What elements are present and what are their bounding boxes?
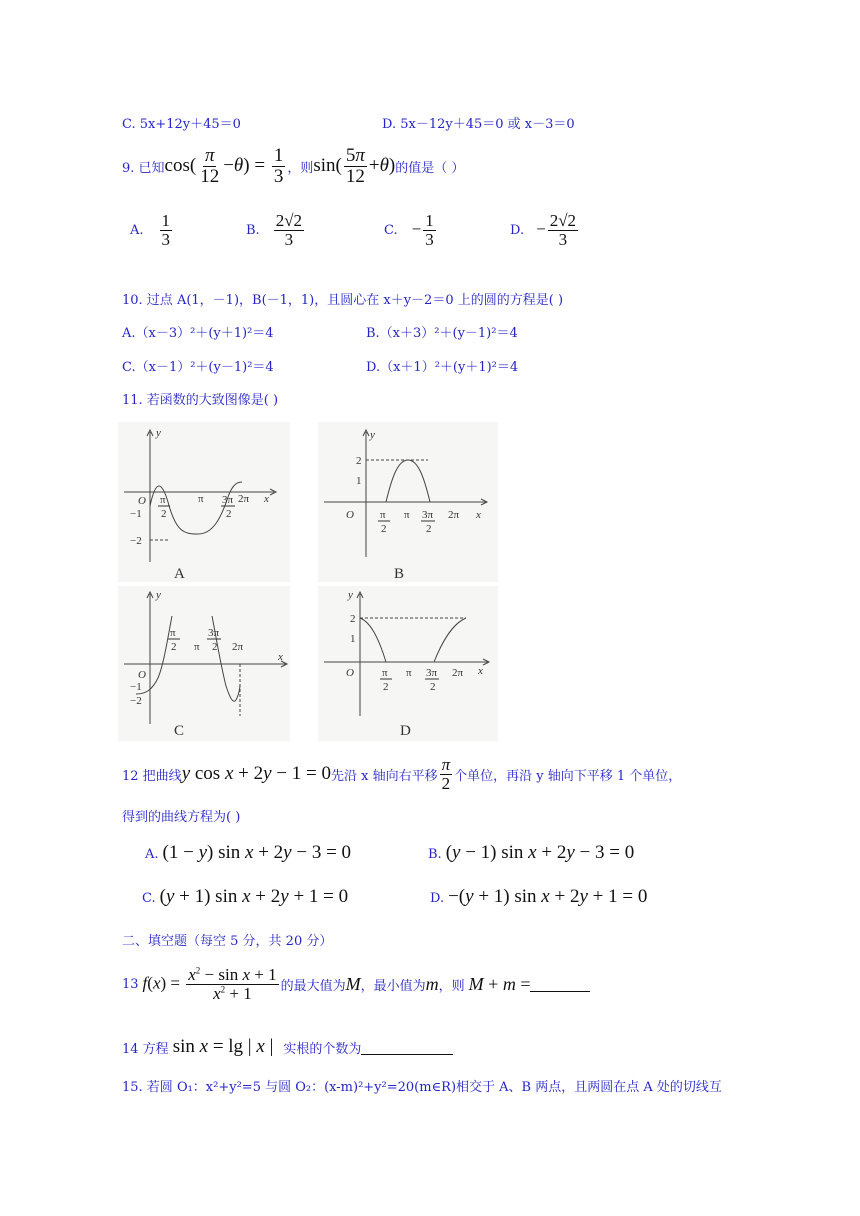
q13-answer-blank[interactable] — [530, 977, 590, 992]
svg-text:2π: 2π — [448, 509, 460, 521]
svg-text:2: 2 — [356, 455, 362, 467]
svg-text:3π: 3π — [208, 627, 220, 639]
q9-option-c-label: C. — [384, 222, 398, 238]
q12-text-1: 先沿 x 轴向右平移 — [330, 768, 438, 784]
svg-text:π: π — [198, 493, 204, 505]
q12-number: 12 把曲线 — [122, 768, 182, 784]
svg-text:2: 2 — [226, 508, 232, 520]
q12-option-d-label: D. — [430, 891, 445, 906]
q12-option-b-label: B. — [428, 847, 442, 862]
q14-number: 14 方程 — [122, 1041, 169, 1057]
svg-text:π: π — [194, 641, 200, 653]
q12-option-d: D. −(y + 1) sin x + 2y + 1 = 0 — [430, 886, 648, 907]
svg-text:2: 2 — [212, 641, 218, 653]
q13-number: 13 — [122, 976, 139, 992]
q12-option-a-label: A. — [145, 847, 159, 862]
q9-option-b-label: B. — [246, 222, 260, 238]
q9-tail: 的值是（ ） — [395, 160, 465, 176]
svg-text:π: π — [160, 494, 166, 506]
q8-option-d: D. 5x－12y＋45＝0 或 x－3＝0 — [382, 117, 575, 132]
q12-curve-equation: y cos x + 2y − 1 = 0 — [181, 763, 331, 785]
q11-graph-d — [318, 586, 498, 741]
q14-answer-blank[interactable] — [361, 1040, 453, 1055]
q11-graph-d-label: D — [400, 723, 411, 739]
svg-text:3π: 3π — [422, 509, 434, 521]
svg-text:π: π — [170, 627, 176, 639]
q11-graph-c-label: C — [174, 723, 185, 739]
svg-text:2: 2 — [383, 681, 389, 693]
q11-graph-a-label: A — [174, 566, 185, 582]
q12-option-c: C. (y + 1) sin x + 2y + 1 = 0 — [142, 886, 349, 907]
svg-text:2: 2 — [171, 641, 177, 653]
svg-text:π: π — [406, 667, 412, 679]
q13-text-1: 的最大值为 — [280, 978, 346, 994]
svg-text:−2: −2 — [130, 695, 142, 707]
q14-equation: sin x = lg | x | — [172, 1036, 274, 1057]
svg-text:x: x — [478, 665, 483, 677]
q9-option-a-label: A. — [130, 222, 144, 238]
svg-text:y: y — [370, 429, 375, 441]
q12-option-b: B. (y − 1) sin x + 2y − 3 = 0 — [428, 842, 635, 863]
question-12: 12 把曲线 y cos x + 2y − 1 = 0 先沿 x 轴向右平移 $\frac{\pi}{2}$ 个单位，再沿 y 轴向下平移 1 个单位， — [122, 755, 682, 793]
q11-graph-c — [118, 586, 290, 741]
q9-option-a: A. $\frac{1}{3}$ — [130, 211, 171, 249]
svg-text:π: π — [380, 509, 386, 521]
q10-stem: 10. 过点 A(1，－1)，B(－1，1)，且圆心在 x＋y－2＝0 上的圆的方程是( ) — [122, 293, 564, 308]
q9-option-d-label: D. — [510, 222, 525, 238]
svg-text:x: x — [278, 651, 283, 663]
svg-text:2π: 2π — [238, 493, 250, 505]
q10-option-b: B.（x＋3）²＋(y－1)²＝4 — [366, 326, 518, 341]
q9-option-c: C. − $\frac{1}{3}$ — [384, 211, 434, 249]
q9-connector: ，则 — [287, 160, 314, 176]
svg-text:O: O — [346, 667, 354, 679]
q11-stem: 11. 若函数的大致图像是( ) — [122, 393, 279, 408]
question-13: 13 f(x) = $\frac{x^2 - \sin x + 1}{x^2 + 1}$ 的最大值为 M ，最小值为 m ，则 M + m = — [122, 966, 590, 1003]
svg-text:2π: 2π — [232, 641, 244, 653]
q15-stem: 15. 若圆 O₁：x²+y²=5 与圆 O₂：(x-m)²+y²=20(m∈R)相交于 A、B 两点，且两圆在点 A 处的切线互 — [122, 1080, 722, 1095]
q12-text-2: 个单位，再沿 y 轴向下平移 1 个单位， — [454, 768, 682, 784]
section-2-title: 二、填空题（每空 5 分，共 20 分） — [122, 934, 333, 949]
svg-text:x: x — [476, 509, 481, 521]
q13-function: f(x) = $\frac{x^2 - \sin x + 1}{x^2 + 1}$ — [142, 965, 277, 1003]
q10-option-d: D.（x＋1）²＋(y＋1)²＝4 — [366, 360, 519, 375]
q10-option-c: C.（x－1）²＋(y－1)²＝4 — [122, 360, 274, 375]
svg-text:2: 2 — [381, 523, 387, 535]
question-9 — [122, 146, 464, 187]
svg-text:1: 1 — [356, 475, 362, 487]
q9-number: 9. 已知 — [122, 160, 165, 176]
q13-text-2: ，最小值为 — [360, 978, 426, 994]
svg-text:3π: 3π — [426, 667, 438, 679]
q12-line-2: 得到的曲线方程为( ) — [122, 810, 241, 825]
svg-text:3π: 3π — [222, 494, 234, 506]
svg-text:y: y — [156, 589, 161, 601]
svg-text:2: 2 — [426, 523, 432, 535]
svg-text:O: O — [138, 669, 146, 681]
q11-graph-a — [118, 422, 290, 582]
svg-text:2π: 2π — [452, 667, 464, 679]
svg-text:−1: −1 — [130, 508, 142, 520]
svg-text:2: 2 — [350, 613, 356, 625]
q11-graph-b-label: B — [394, 566, 405, 582]
svg-text:y: y — [156, 427, 161, 439]
q8-option-c: C. 5x+12y＋45＝0 — [122, 117, 241, 132]
question-14 — [122, 1036, 453, 1058]
svg-text:y: y — [348, 589, 353, 601]
svg-text:−1: −1 — [130, 681, 142, 693]
q14-text: 实根的个数为 — [283, 1041, 362, 1057]
svg-text:2: 2 — [430, 681, 436, 693]
q12-option-c-label: C. — [142, 891, 156, 906]
q11-graph-b — [318, 422, 498, 582]
q9-sin-expression: sin( $\frac{5\pi}{12}$ +θ) — [313, 145, 396, 187]
svg-text:O: O — [346, 509, 354, 521]
svg-text:π: π — [382, 667, 388, 679]
q9-cos-expression: cos( $\frac{\pi}{12}$ −θ) = $\frac{1}{3}$ — [164, 145, 284, 187]
svg-text:1: 1 — [350, 633, 356, 645]
svg-text:x: x — [264, 493, 269, 505]
svg-text:π: π — [404, 509, 410, 521]
q13-text-3: ，则 — [438, 978, 465, 994]
q10-option-a: A.（x－3）²＋(y＋1)²＝4 — [122, 326, 274, 341]
q9-option-d: D. − $\frac{2√2}{3}$ — [510, 211, 577, 249]
q9-option-b: B. $\frac{2√2}{3}$ — [246, 211, 303, 249]
svg-text:−2: −2 — [130, 535, 142, 547]
svg-text:O: O — [138, 495, 146, 507]
q12-option-a: A. (1 − y) sin x + 2y − 3 = 0 — [145, 842, 352, 863]
svg-text:2: 2 — [161, 508, 167, 520]
